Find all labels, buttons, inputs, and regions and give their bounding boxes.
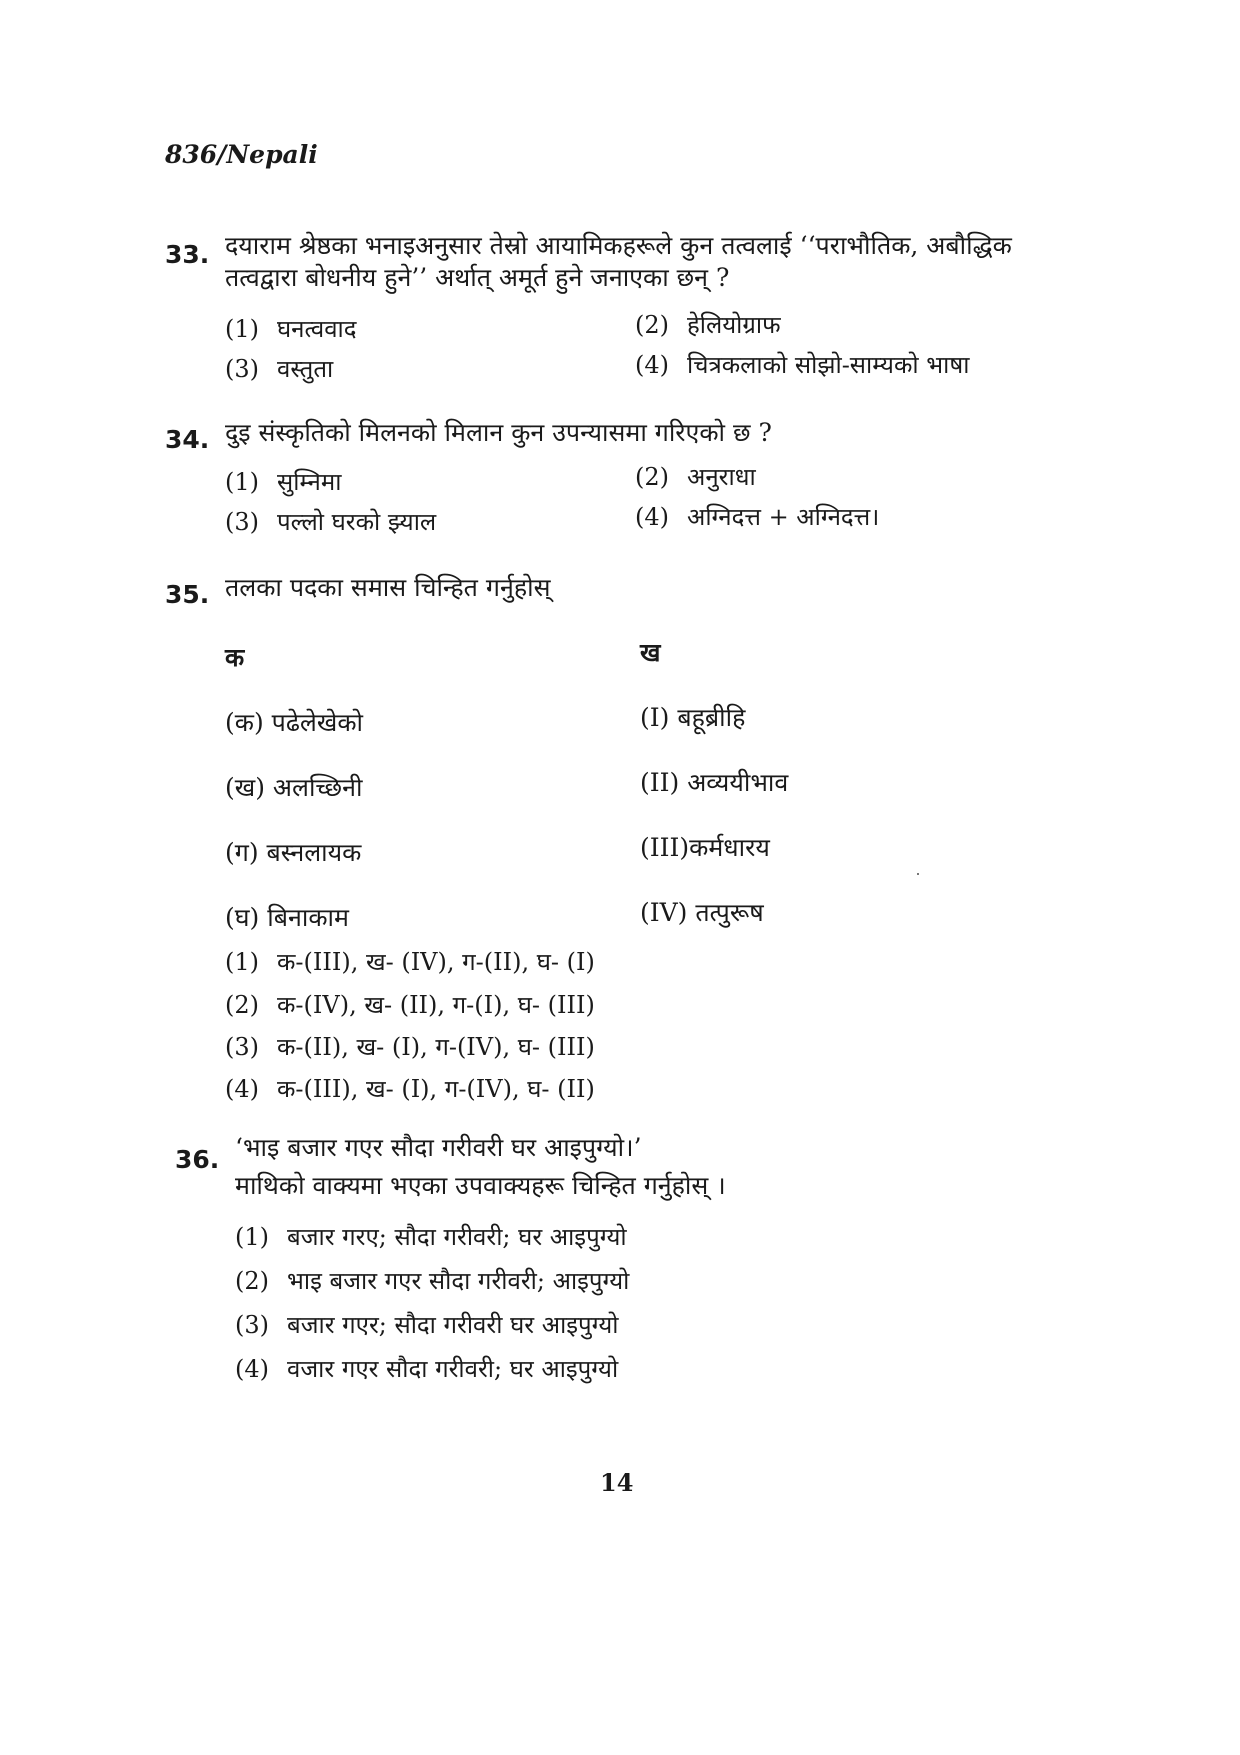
question-35-option-4[interactable] xyxy=(225,1072,595,1105)
option-text: अग्निदत्त + अग्निदत्त। xyxy=(687,503,880,531)
question-33-option-2[interactable] xyxy=(635,308,781,341)
option-text: क-(IV), ख- (II), ग-(I), घ- (III) xyxy=(277,991,595,1019)
question-36-option-2[interactable] xyxy=(235,1264,629,1297)
option-text: क-(II), ख- (I), ग-(IV), घ- (III) xyxy=(277,1033,595,1061)
question-36-number: 36. xyxy=(175,1145,220,1174)
question-35-number: 35. xyxy=(165,580,210,609)
option-number: (4) xyxy=(235,1355,269,1383)
question-33-option-3[interactable] xyxy=(225,352,333,385)
question-33-text-line2: तत्वद्वारा बोधनीय हुने’’ अर्थात् अमूर्त हुने जनाएका छन् ? xyxy=(225,263,730,292)
option-text: बजार गरए; सौदा गरीवरी; घर आइपुग्यो xyxy=(287,1223,627,1251)
option-text: वस्तुता xyxy=(277,355,334,383)
option-text: बजार गएर; सौदा गरीवरी घर आइपुग्यो xyxy=(287,1311,619,1339)
option-number: (2) xyxy=(225,991,259,1019)
option-text: पल्लो घरको झ्याल xyxy=(277,508,437,536)
option-number: (1) xyxy=(225,315,259,343)
match-right-item: (IV) तत्पुरूष xyxy=(640,898,764,927)
question-36-text-line2: माथिको वाक्यमा भएका उपवाक्यहरू चिन्हित गर्नुहोस् । xyxy=(235,1171,726,1200)
option-text: चित्रकलाको सोझो-साम्यको भाषा xyxy=(687,351,970,379)
question-34-number: 34. xyxy=(165,425,210,454)
option-text: क-(III), ख- (I), ग-(IV), घ- (II) xyxy=(277,1075,595,1103)
match-left-item: (घ) बिनाकाम xyxy=(225,903,349,932)
question-34-option-2[interactable] xyxy=(635,460,756,493)
match-right-item: (II) अव्ययीभाव xyxy=(640,768,789,797)
question-33-number: 33. xyxy=(165,240,210,269)
question-33-option-1[interactable] xyxy=(225,312,357,345)
question-34-option-3[interactable] xyxy=(225,505,436,538)
option-number: (1) xyxy=(225,468,259,496)
option-text: क-(III), ख- (IV), ग-(II), घ- (I) xyxy=(277,948,595,976)
match-left-item: (ग) बस्नलायक xyxy=(225,838,362,867)
question-35-text: तलका पदका समास चिन्हित गर्नुहोस् xyxy=(225,573,551,602)
question-34-text: दुइ संस्कृतिको मिलनको मिलान कुन उपन्यासमा गरिएको छ ? xyxy=(225,418,772,447)
column-b-heading: ख xyxy=(640,638,661,667)
option-number: (4) xyxy=(635,503,669,531)
question-33-text-line1: दयाराम श्रेष्ठका भनाइअनुसार तेस्रो आयामिकहरूले कुन तत्वलाई ‘‘पराभौतिक, अबौद्धिक xyxy=(225,231,1012,260)
question-36-option-3[interactable] xyxy=(235,1308,619,1341)
option-number: (2) xyxy=(635,311,669,339)
match-right-item: (III)कर्मधारय xyxy=(640,833,770,862)
option-number: (2) xyxy=(635,463,669,491)
page-number: 14 xyxy=(600,1468,634,1497)
question-33-option-4[interactable] xyxy=(635,348,969,381)
question-34-option-1[interactable] xyxy=(225,465,341,498)
option-number: (4) xyxy=(635,351,669,379)
scan-speck xyxy=(917,873,919,875)
option-text: अनुराधा xyxy=(687,463,756,491)
option-number: (3) xyxy=(225,1033,259,1061)
question-35-option-1[interactable] xyxy=(225,945,595,978)
option-text: सुम्निमा xyxy=(277,468,342,496)
option-number: (3) xyxy=(235,1311,269,1339)
option-text: वजार गएर सौदा गरीवरी; घर आइपुग्यो xyxy=(287,1355,619,1383)
question-35-option-3[interactable] xyxy=(225,1030,595,1063)
option-text: घनत्ववाद xyxy=(277,315,357,343)
option-number: (3) xyxy=(225,355,259,383)
match-left-item: (ख) अलच्छिनी xyxy=(225,773,363,802)
option-number: (1) xyxy=(225,948,259,976)
column-a-heading: क xyxy=(225,643,245,672)
option-number: (3) xyxy=(225,508,259,536)
question-36-text-line1: ‘भाइ बजार गएर सौदा गरीवरी घर आइपुग्यो।’ xyxy=(235,1133,642,1162)
match-right-item: (I) बहूब्रीहि xyxy=(640,703,746,732)
question-36-option-4[interactable] xyxy=(235,1352,618,1385)
question-36-option-1[interactable] xyxy=(235,1220,627,1253)
option-text: हेलियोग्राफ xyxy=(687,311,781,339)
option-number: (4) xyxy=(225,1075,259,1103)
question-34-option-4[interactable] xyxy=(635,500,879,533)
match-left-item: (क) पढेलेखेको xyxy=(225,708,364,737)
option-number: (1) xyxy=(235,1223,269,1251)
paper-code-header: 836/Nepali xyxy=(165,140,318,169)
option-number: (2) xyxy=(235,1267,269,1295)
question-35-option-2[interactable] xyxy=(225,988,595,1021)
option-text: भाइ बजार गएर सौदा गरीवरी; आइपुग्यो xyxy=(287,1267,630,1295)
